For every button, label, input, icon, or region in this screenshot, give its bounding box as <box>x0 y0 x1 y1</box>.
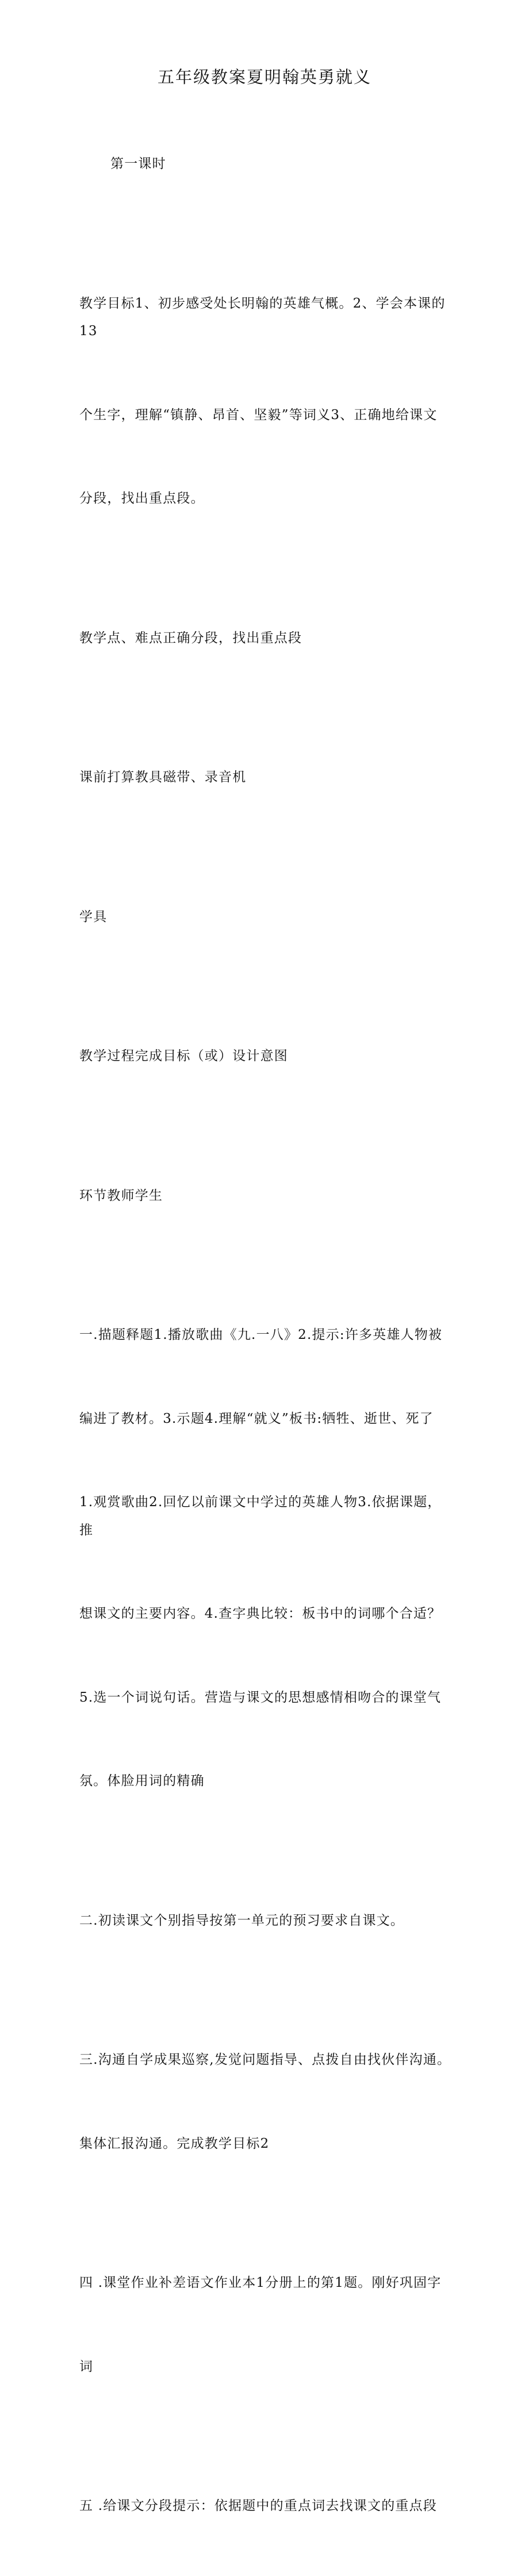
text-line: 5.选一个词说句话。营造与课文的思想感情相吻合的课堂气 <box>79 1690 442 1705</box>
document-title: 五年级教案夏明翰英勇就义 <box>157 67 371 87</box>
paragraph-roles <box>79 1126 453 1266</box>
text-line: 想课文的主要内容。4.查字典比较：板书中的词哪个合适？ <box>79 1606 442 1621</box>
text-line: 教学目标1、初步感受处长明翰的英雄气概。2、学会本课的13 <box>79 295 446 339</box>
text-line: 第一课时 <box>110 156 166 171</box>
text-line: 环节教师学生 <box>79 1188 163 1203</box>
paragraph-step4 <box>79 2213 453 2436</box>
text-line: 集体汇报沟通。完成教学目标2 <box>79 2136 270 2151</box>
paragraph-step5 <box>79 2436 453 2576</box>
text-line: 四 .课堂作业补差语文作业本1分册上的第1题。刚好巩固字 <box>79 2275 442 2290</box>
text-line: 分段，找出重点段。 <box>79 491 205 506</box>
paragraph-tools <box>79 847 453 987</box>
text-line: 课前打算教具磁带、录音机 <box>79 770 247 785</box>
document-body <box>79 94 453 2576</box>
paragraph-goals <box>79 234 453 569</box>
paragraph-prep <box>79 708 453 847</box>
text-line: 五 .给课文分段提示：依据题中的重点词去找课文的重点段 <box>79 2498 438 2513</box>
paragraph-process <box>79 986 453 1126</box>
text-line: 一.描题释题1.播放歌曲《九.一八》2.提示:许多英雄人物被 <box>79 1327 443 1342</box>
paragraph-keypoints <box>79 569 453 708</box>
paragraph-step2 <box>79 1851 453 1991</box>
text-line: 教学过程完成目标（或）设计意图 <box>79 1049 288 1064</box>
text-line: 个生字，理解“镇静、昂首、坚毅”等词义3、正确地给课文 <box>79 407 438 423</box>
paragraph-step1 <box>79 1265 453 1851</box>
text-line: 三.沟通自学成果巡察,发觉问题指导、点拨自由找伙伴沟通。 <box>79 2052 451 2067</box>
text-line: 氛。体脸用词的精确 <box>79 1773 205 1788</box>
paragraph-lesson <box>79 94 453 234</box>
text-line: 编进了教材。3.示题4.理解“就义”板书:牺牲、逝世、死了 <box>79 1411 434 1426</box>
text-line: 二.初读课文个别指导按第一单元的预习要求自课文。 <box>79 1913 405 1928</box>
text-line: 1.观赏歌曲2.回忆以前课文中学过的英雄人物3.依据课题，推 <box>79 1495 442 1538</box>
text-line: 学具 <box>79 909 108 924</box>
text-line: 教学点、难点正确分段，找出重点段 <box>79 630 302 646</box>
paragraph-step3 <box>79 1990 453 2213</box>
text-line: 词 <box>79 2359 94 2374</box>
